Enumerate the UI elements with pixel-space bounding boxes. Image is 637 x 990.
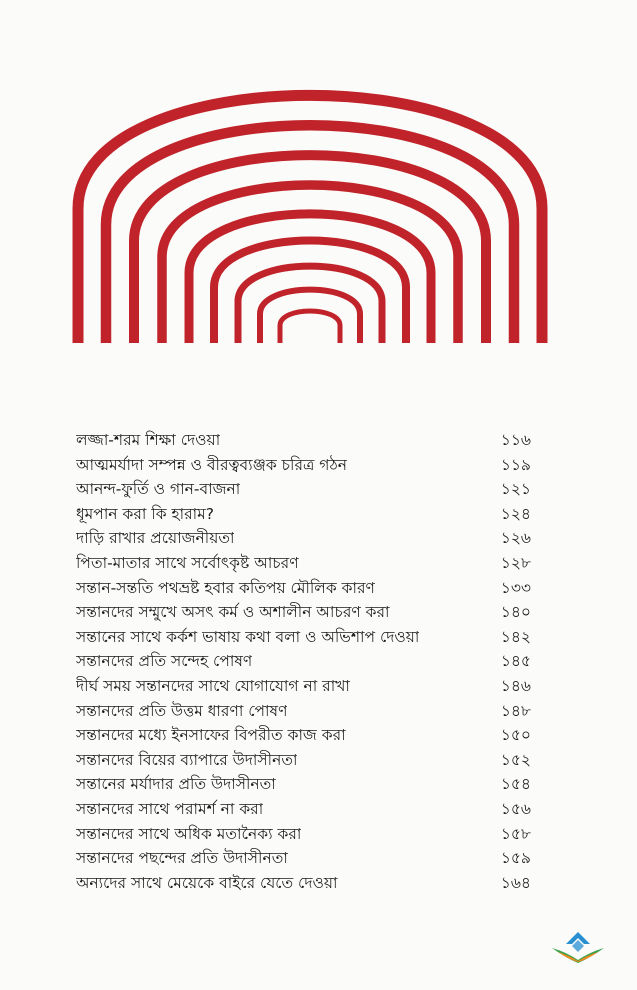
toc-entry-page: ১২৬ — [500, 529, 531, 548]
toc-entry — [76, 625, 531, 650]
toc-entry — [76, 453, 531, 478]
toc-entry-title: সন্তানদের সাথে পরামর্শ না করা — [76, 799, 264, 818]
toc-entry-page: ১২১ — [500, 480, 531, 499]
toc-entry — [76, 674, 531, 699]
toc-entry-page: ১৬৪ — [500, 873, 531, 892]
toc-entry-title: পিতা-মাতার সাথে সর্বোৎকৃষ্ট আচরণ — [76, 553, 299, 572]
toc-entry — [76, 428, 531, 453]
table-of-contents — [76, 428, 531, 895]
toc-entry-page: ১৫৬ — [500, 799, 531, 818]
toc-entry-page: ১৪৬ — [500, 676, 531, 695]
toc-entry-title: সন্তানদের বিয়ের ব্যাপারে উদাসীনতা — [76, 750, 298, 769]
toc-entry-page: ১৫২ — [500, 750, 531, 769]
toc-entry-title: সন্তানদের সাথে অধিক মতানৈক্য করা — [76, 824, 302, 843]
toc-entry-page: ১৫০ — [500, 726, 531, 745]
toc-entry-page: ১৩৩ — [500, 578, 531, 597]
toc-entry — [76, 526, 531, 551]
toc-entry — [76, 846, 531, 871]
toc-entry — [76, 477, 531, 502]
toc-entry-title: আনন্দ-ফুর্তি ও গান-বাজনা — [76, 480, 241, 499]
toc-entry-title: অন্যদের সাথে মেয়েকে বাইরে যেতে দেওয়া — [76, 873, 338, 892]
toc-entry-page: ১৪০ — [500, 603, 531, 622]
toc-entry-title: দীর্ঘ সময় সন্তানদের সাথে যোগাযোগ না রাখা — [76, 676, 350, 695]
toc-entry — [76, 871, 531, 896]
toc-entry-title: সন্তানদের প্রতি উত্তম ধারণা পোষণ — [76, 701, 288, 720]
toc-entry-title: ধূমপান করা কি হারাম? — [76, 504, 214, 523]
toc-entry — [76, 748, 531, 773]
toc-entry — [76, 822, 531, 847]
arch-ring — [189, 214, 431, 343]
toc-entry — [76, 797, 531, 822]
concentric-arches-icon — [70, 30, 550, 345]
arch-ring — [78, 95, 542, 343]
toc-entry — [76, 600, 531, 625]
toc-entry-title: আত্মমর্যাদা সম্পন্ন ও বীরত্বব্যঞ্জক চরিত্র গঠন — [76, 455, 348, 474]
toc-entry-page: ১৫৪ — [500, 775, 531, 794]
toc-entry — [76, 723, 531, 748]
toc-entry-page: ১৫৯ — [500, 849, 531, 868]
toc-entry-title: সন্তানদের সম্মুখে অসৎ কর্ম ও অশালীন আচরণ করা — [76, 603, 390, 622]
toc-entry-page: ১৪৮ — [500, 701, 531, 720]
toc-entry-title: সন্তানের মর্যাদার প্রতি উদাসীনতা — [76, 775, 276, 794]
toc-entry-page: ১৪৫ — [500, 652, 531, 671]
toc-entry — [76, 502, 531, 527]
toc-entry-page: ১১৯ — [500, 455, 531, 474]
toc-entry-title: সন্তানদের পছন্দের প্রতি উদাসীনতা — [76, 849, 288, 868]
publisher-logo-icon — [550, 930, 606, 964]
toc-entry — [76, 649, 531, 674]
toc-entry — [76, 772, 531, 797]
toc-entry — [76, 576, 531, 601]
toc-entry-title: দাড়ি রাখার প্রয়োজনীয়তা — [76, 529, 235, 548]
toc-entry-page: ১২৮ — [500, 553, 531, 572]
toc-entry-title: সন্তানদের প্রতি সন্দেহ পোষণ — [76, 652, 253, 671]
toc-entry — [76, 699, 531, 724]
toc-entry-title: সন্তান-সন্ততি পথভ্রষ্ট হবার কতিপয় মৌলিক কারণ — [76, 578, 375, 597]
arch-ring — [260, 290, 360, 343]
toc-entry-page: ১২৪ — [500, 504, 531, 523]
toc-entry-title: সন্তানের সাথে কর্কশ ভাষায় কথা বলা ও অভিশাপ দেওয়া — [76, 627, 420, 646]
toc-entry-page: ১১৬ — [500, 431, 531, 449]
toc-entry-page: ১৫৮ — [500, 824, 531, 843]
toc-entry-page: ১৪২ — [500, 627, 531, 646]
toc-entry-title: সন্তানদের মধ্যে ইনসাফের বিপরীত কাজ করা — [76, 726, 346, 745]
toc-entry-title: লজ্জা-শরম শিক্ষা দেওয়া — [76, 431, 221, 449]
toc-entry — [76, 551, 531, 576]
arch-ring — [280, 311, 340, 343]
